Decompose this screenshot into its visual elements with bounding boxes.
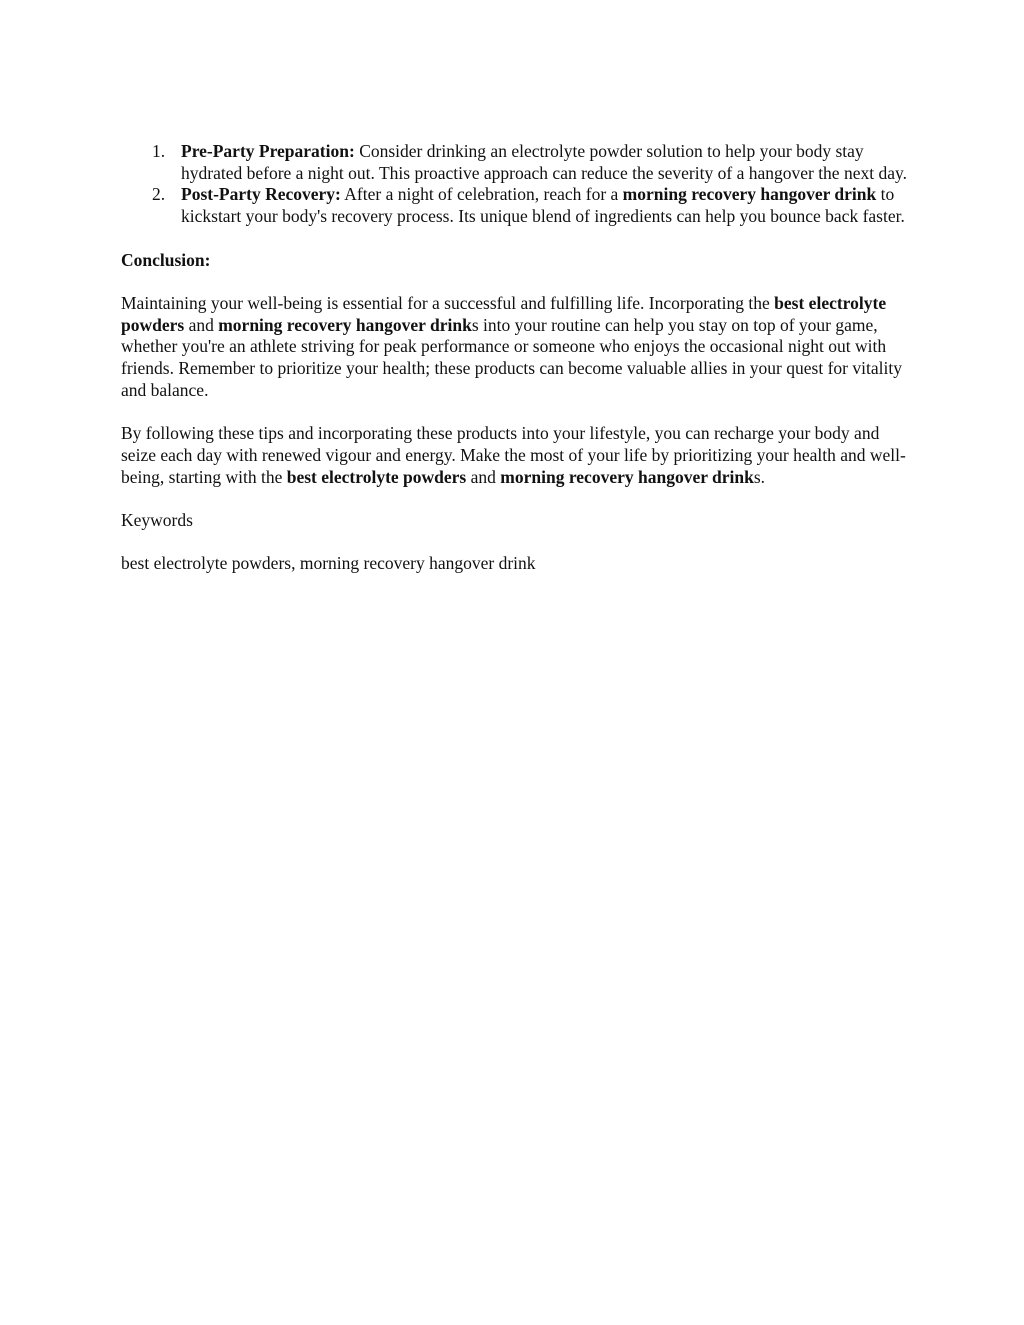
list-item-heading: Pre-Party Preparation: bbox=[181, 141, 355, 161]
list-item bbox=[121, 141, 911, 184]
conclusion-paragraph-2 bbox=[121, 423, 911, 488]
keywords-label: Keywords bbox=[121, 509, 193, 530]
keyword-bold: morning recovery hangover drink bbox=[622, 184, 877, 205]
paragraph-text: By following these tips and incorporating these products into your lifestyle, you can recharge your body and seize each day with renewed vigour and energy. Make the most of your life by prioritizing your health and well-being, starting with the bbox=[121, 423, 906, 487]
paragraph-text: and bbox=[184, 314, 219, 335]
keyword-bold: morning recovery hangover drink bbox=[500, 466, 754, 487]
list-number: 2. bbox=[152, 184, 166, 205]
paragraph-text: s into your routine can help you stay on top of your game, whether you're an athlete striving for peak performance or someone who enjoys the occasional night out with friends. Remember to prioritize your health; these products can become valuable allies in your quest for vitality and balance. bbox=[121, 314, 902, 400]
list-item-text: to kickstart your body's recovery process. Its unique blend of ingredients can help you bounce back faster. bbox=[181, 184, 905, 227]
paragraph-text: s. bbox=[753, 466, 766, 487]
list-item bbox=[121, 184, 911, 227]
numbered-list bbox=[121, 141, 911, 228]
keyword-bold: morning recovery hangover drink bbox=[218, 314, 472, 335]
paragraph-text: Maintaining your well-being is essential for a successful and fulfilling life. Incorporating the bbox=[121, 292, 775, 313]
list-number: 1. bbox=[152, 141, 166, 161]
keyword-bold: best electrolyte powders bbox=[121, 292, 887, 335]
keywords-text: best electrolyte powders, morning recovery hangover drink bbox=[121, 553, 536, 574]
list-item-text: After a night of celebration, reach for a bbox=[340, 184, 623, 205]
list-item-heading: Post-Party Recovery: bbox=[181, 184, 341, 205]
conclusion-paragraph-1 bbox=[121, 293, 911, 402]
conclusion-heading-text: Conclusion: bbox=[121, 249, 211, 270]
keyword-bold: best electrolyte powders bbox=[286, 466, 467, 487]
conclusion-heading bbox=[121, 250, 911, 272]
list-item-text: Consider drinking an electrolyte powder solution to help your body stay hydrated before a night out. This proactive approach can reduce the severity of a hangover the next day. bbox=[181, 141, 907, 183]
paragraph-text: and bbox=[466, 466, 501, 487]
document-page bbox=[121, 141, 911, 575]
